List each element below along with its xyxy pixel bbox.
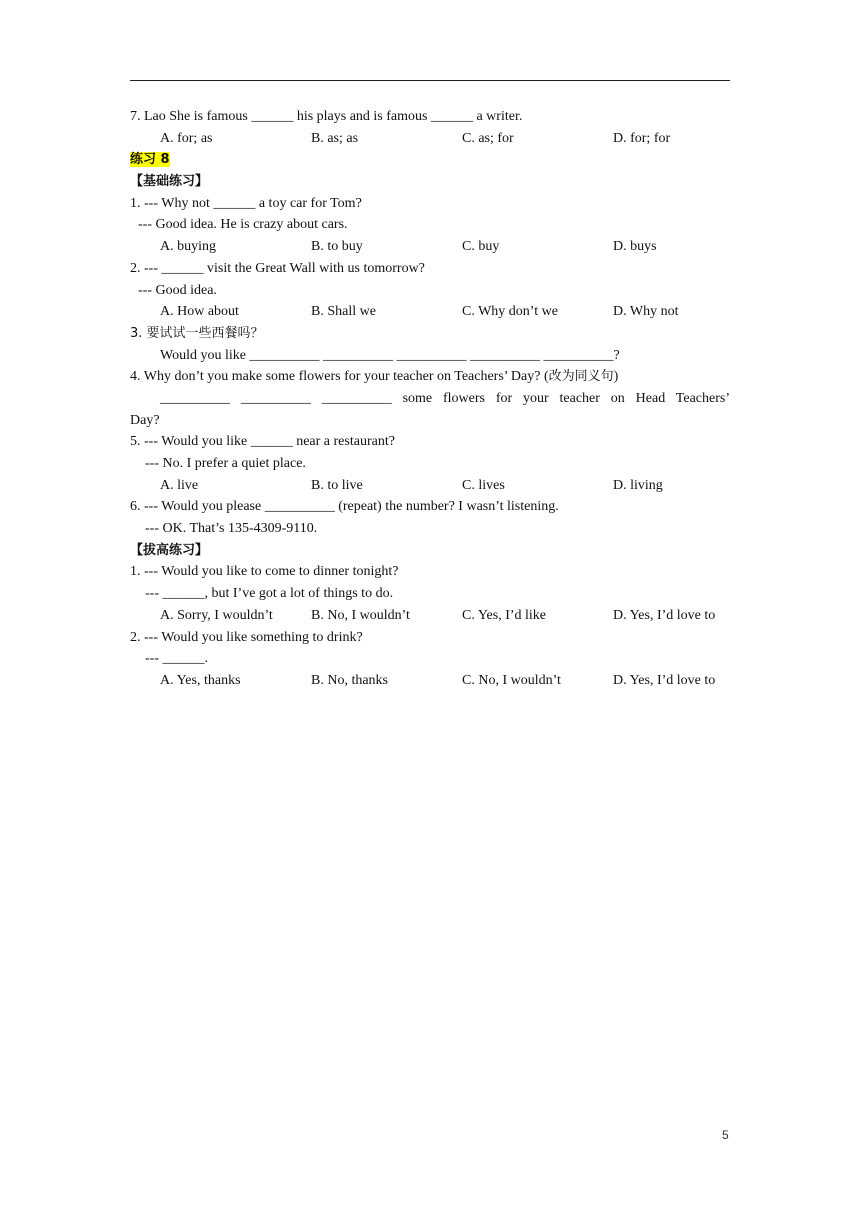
option-c: C. Why don’t we <box>462 304 558 320</box>
question-stem: 2. --- ______ visit the Great Wall with us tomorrow? <box>130 260 425 276</box>
option-b: B. Shall we <box>311 304 376 320</box>
option-d: D. for; for <box>613 130 671 146</box>
option-c: C. Yes, I’d like <box>462 607 547 623</box>
question-stem: 1. --- Why not ______ a toy car for Tom? <box>130 195 362 211</box>
section-title-row <box>130 149 730 171</box>
question-stem: 7. Lao She is famous ______ his plays and is famous ______ a writer. <box>130 109 523 124</box>
option-a: A. Yes, thanks <box>160 672 241 688</box>
option-b: B. as; as <box>311 130 359 146</box>
option-b: B. to live <box>311 477 363 493</box>
section-title: 练习 8 <box>130 152 170 168</box>
option-c: C. No, I wouldn’t <box>462 672 561 688</box>
answer-options <box>130 605 730 627</box>
option-b: B. No, I wouldn’t <box>311 607 410 623</box>
rewrite-blank-line: __________ __________ __________ some flowers for your teacher on Head Teachers’ <box>160 390 730 406</box>
answer-options <box>130 236 730 258</box>
question-stem: 2. --- Would you like something to drink? <box>130 629 363 645</box>
worksheet-body <box>130 106 730 692</box>
header-rule <box>130 80 730 81</box>
answer-options <box>130 475 730 497</box>
option-d: D. living <box>613 477 663 493</box>
question-reply: --- ______, but I’ve got a lot of things to do. <box>145 586 394 602</box>
option-c: C. buy <box>462 239 500 255</box>
advanced-practice-header: 【拔高练习】 <box>130 542 209 558</box>
option-c: C. lives <box>462 477 505 493</box>
question-stem: 6. --- Would you please __________ (repeat) the number? I wasn’t listening. <box>130 499 559 515</box>
option-d: D. Yes, I’d love to <box>613 607 716 623</box>
question-reply: --- OK. That’s 135-4309-9110. <box>145 521 318 537</box>
question-reply: --- Good idea. He is crazy about cars. <box>138 217 348 233</box>
option-a: A. live <box>160 477 199 493</box>
option-a: A. for; as <box>160 130 213 146</box>
translation-blank-line: Would you like __________ __________ __________ __________ __________? <box>160 347 620 363</box>
option-d: D. Yes, I’d love to <box>613 672 716 688</box>
option-b: B. No, thanks <box>311 672 388 688</box>
answer-options <box>130 301 730 323</box>
basic-practice-header: 【基础练习】 <box>130 174 209 190</box>
question-reply: --- ______. <box>145 651 208 667</box>
option-a: A. Sorry, I wouldn’t <box>160 607 273 623</box>
question-stem: 1. --- Would you like to come to dinner tonight? <box>130 564 399 580</box>
question-reply: --- No. I prefer a quiet place. <box>145 456 306 471</box>
option-b: B. to buy <box>311 239 363 255</box>
option-a: A. How about <box>160 304 239 320</box>
question-reply: --- Good idea. <box>138 282 217 298</box>
option-c: C. as; for <box>462 130 514 146</box>
question-stem-english: 4. Why don’t you make some flowers for your teacher on Teachers’ Day? ( <box>130 369 549 385</box>
option-d: D. buys <box>613 239 657 255</box>
option-d: D. Why not <box>613 304 679 320</box>
rewrite-blank-continuation: Day? <box>130 412 160 428</box>
answer-options <box>130 128 730 150</box>
page-number: 5 <box>722 1128 729 1142</box>
question-instruction-chinese: 改为同义句 <box>548 369 614 385</box>
question-stem: 3. 要试试一些西餐吗？ <box>130 325 264 341</box>
question-stem <box>130 366 730 388</box>
answer-options <box>130 670 730 692</box>
option-a: A. buying <box>160 239 216 255</box>
question-stem: 5. --- Would you like ______ near a restaurant? <box>130 434 395 450</box>
question-stem-close: ) <box>613 369 619 385</box>
